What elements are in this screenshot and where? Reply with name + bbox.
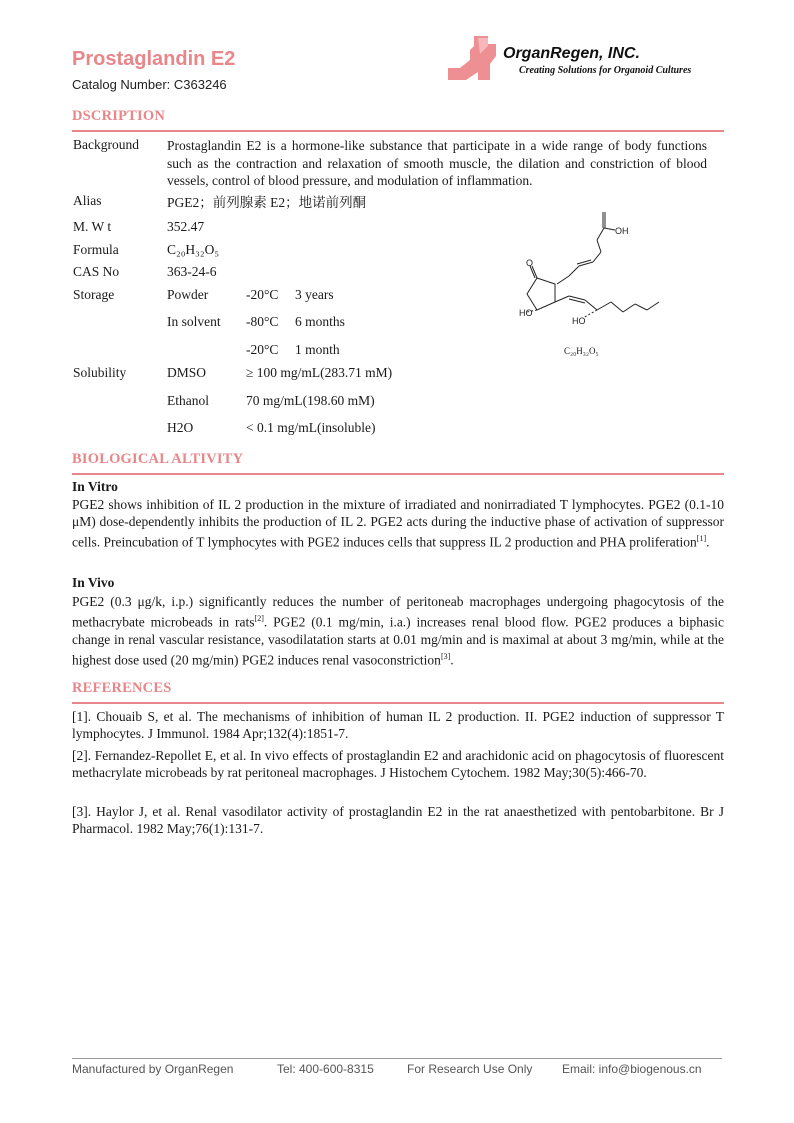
description-heading: DSCRIPTION <box>72 108 166 124</box>
in-vitro-title: In Vitro <box>72 479 118 494</box>
reference-item: [1]. Chouaib S, et al. The mechanisms of inhibition of human IL 2 production. II. PGE2 induction of suppressor T lymphocytes. J Immunol. 1984 Apr;132(4):1851-7. <box>72 709 724 742</box>
citation-ref: [2] <box>254 614 264 624</box>
solubility-solvent: Ethanol <box>167 393 209 408</box>
company-name: OrganRegen, INC. <box>503 45 640 62</box>
solubility-solvent: H2O <box>167 420 194 435</box>
footer-divider <box>72 1058 722 1059</box>
storage-label: Storage <box>73 287 115 302</box>
reference-item: [3]. Haylor J, et al. Renal vasodilator activity of prostaglandin E2 in the rat anaesthetized with pentobarbitone. Br J Pharmacol. 1982 May;76(1):131-7. <box>72 804 724 837</box>
ho-label-left: HO <box>519 308 533 318</box>
formula-label: Formula <box>73 242 119 257</box>
oh-label: OH <box>615 226 629 236</box>
storage-time: 6 months <box>295 314 345 329</box>
references-heading: REFERENCES <box>72 680 172 696</box>
background-label: Background <box>73 137 139 152</box>
storage-temp: -20°C <box>246 287 279 302</box>
bio-activity-heading: BIOLOGICAL ALTIVITY <box>72 451 244 467</box>
storage-form: In solvent <box>167 314 221 329</box>
storage-form: Powder <box>167 287 209 302</box>
in-vitro-text: PGE2 shows inhibition of IL 2 production in the mixture of irradiated and nonirradiated T lymphocytes. PGE2 (0.1-10 μM) dose-dependently inhibits the production of IL 2. PGE2 acts during the inductive phase of activation of suppressor cells. Preincubation of T lymphocytes with PGE2 induces cells that suppress IL 2 production and PHA proliferation[1]. <box>72 497 724 550</box>
cas-value: 363-24-6 <box>167 264 217 279</box>
mw-value: 352.47 <box>167 219 205 234</box>
in-vivo-title: In Vivo <box>72 575 115 590</box>
formula-value: C₂₀H₃₂O₅ <box>167 242 220 257</box>
alias-value: PGE2；前列腺素 E2；地诺前列酮 <box>167 195 367 210</box>
description-section <box>72 108 724 125</box>
alias-label: Alias <box>73 193 102 208</box>
section-divider <box>72 130 724 132</box>
storage-time: 3 years <box>295 287 334 302</box>
storage-temp: -20°C <box>246 342 279 357</box>
footer-tel: Tel: 400-600-8315 <box>277 1062 374 1076</box>
ketone-o-label: O <box>526 258 534 268</box>
cas-label: CAS No <box>73 264 120 279</box>
storage-time: 1 month <box>295 342 340 357</box>
reference-item: [2]. Fernandez-Repollet E, et al. In vivo effects of prostaglandin E2 and arachidonic acid on phagocytosis of fluorescent methacrylate microbeads by rat peritoneal macrophages. J Histochem Cytochem. 1982 May;30(5):466-70. <box>72 748 724 781</box>
company-tagline: Creating Solutions for Organoid Cultures <box>519 65 692 76</box>
ho-label-right: HO <box>572 316 586 326</box>
solubility-value: 70 mg/mL(198.60 mM) <box>246 393 375 408</box>
footer-manufacturer: Manufactured by OrganRegen <box>72 1062 234 1076</box>
background-text: Prostaglandin E2 is a hormone-like substance that participate in a wide range of body functions such as the contraction and relaxation of smooth muscle, the dilation and constriction of blood vessels, control of blood pressure, and modulation of inflammation. <box>167 138 707 188</box>
solubility-value: ≥ 100 mg/mL(283.71 mM) <box>246 365 393 380</box>
references-section <box>72 680 724 697</box>
chemical-structure-image <box>505 200 665 340</box>
organregen-logo-icon <box>444 34 504 86</box>
product-title: Prostaglandin E2 <box>72 48 236 70</box>
in-vivo-body-1: PGE2 (0.3 μg/k, i.p.) significantly reduces the number of peritoneab macrophages undergoing phagocytosis of the methacrybate microbeads in rats <box>72 594 724 630</box>
solubility-value: < 0.1 mg/mL(insoluble) <box>246 420 376 435</box>
solubility-label: Solubility <box>73 365 127 380</box>
catalog-number: Catalog Number: C363246 <box>72 77 227 92</box>
citation-ref: [1] <box>696 534 707 544</box>
solubility-solvent: DMSO <box>167 365 207 380</box>
section-divider <box>72 473 724 475</box>
section-divider <box>72 702 724 704</box>
storage-temp: -80°C <box>246 314 279 329</box>
in-vivo-body-2: . PGE2 (0.1 mg/min, i.a.) increases renal blood flow. PGE2 produces a biphasic change in renal vascular resistance, vasodilatation starts at 0.01 mg/min and is maximal at about 3 mg/min, while at the highest dose used (20 mg/min) PGE2 induces renal vasoconstriction <box>72 614 725 668</box>
structure-formula-caption: C₂₀H₃₂O₅ <box>564 346 599 356</box>
in-vivo-text: PGE2 (0.3 μg/k, i.p.) significantly reduces the number of peritoneab macrophages undergoing phagocytosis of the methacrybate microbeads in rats[2]. PGE2 (0.1 mg/min, i.a.) increases renal blood flow. PGE2 produces a biphasic change in renal vascular resistance, vasodilatation starts at 0.01 mg/min and is maximal at about 3 mg/min, while at the highest dose used (20 mg/min) PGE2 induces renal vasoconstriction[3]. <box>72 594 725 668</box>
bio-activity-section <box>72 451 724 468</box>
in-vitro-body: PGE2 shows inhibition of IL 2 production in the mixture of irradiated and nonirradiated T lymphocytes. PGE2 (0.1-10 μM) dose-dependently inhibits the production of IL 2. PGE2 acts during the inductive phase of activation of suppressor cells. Preincubation of T lymphocytes with PGE2 induces cells that suppress IL 2 production and PHA proliferation <box>72 497 724 550</box>
citation-ref: [3] <box>440 652 451 662</box>
footer-research-use: For Research Use Only <box>407 1062 533 1076</box>
footer-email: Email: info@biogenous.cn <box>562 1062 702 1076</box>
mw-label: M. W t <box>73 219 112 234</box>
